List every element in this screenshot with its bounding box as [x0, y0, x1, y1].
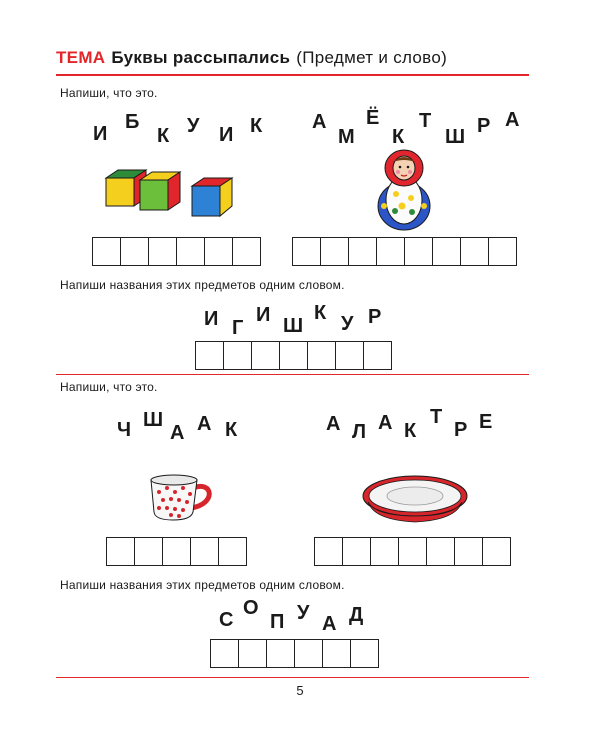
instruction-1: Напиши, что это. — [60, 86, 158, 100]
answer-cell[interactable] — [92, 237, 121, 266]
scrambled-letter: Ч — [117, 419, 132, 441]
scrambled-letter: К — [157, 125, 170, 147]
answer-cell[interactable] — [348, 237, 377, 266]
answer-cell[interactable] — [232, 237, 261, 266]
theme-label: ТЕМА — [56, 48, 106, 67]
answer-cell[interactable] — [251, 341, 280, 370]
page-number: 5 — [296, 683, 304, 698]
answer-boxes-dishes[interactable] — [210, 639, 379, 668]
toy-cubes-picture — [104, 166, 239, 222]
instruction-4: Напиши названия этих предметов одним словом. — [60, 578, 345, 592]
scrambled-letter: А — [197, 413, 212, 435]
answer-cell[interactable] — [266, 639, 295, 668]
answer-cell[interactable] — [134, 537, 163, 566]
scrambled-letter: Ё — [366, 107, 380, 129]
scrambled-letter: А — [170, 422, 185, 444]
scrambled-letter: Ш — [143, 409, 164, 431]
scrambled-letter: Р — [368, 306, 382, 328]
scrambled-letter: Б — [125, 111, 140, 133]
scrambled-letter: Д — [349, 604, 364, 626]
scrambled-letter: Е — [479, 411, 493, 433]
scrambled-letter: К — [314, 302, 327, 324]
cup-picture — [147, 470, 217, 526]
scrambled-letter: Р — [454, 419, 468, 441]
answer-cell[interactable] — [120, 237, 149, 266]
scrambled-letter: К — [225, 419, 238, 441]
answer-cell[interactable] — [322, 639, 351, 668]
scrambled-letter: К — [404, 420, 417, 442]
answer-cell[interactable] — [294, 639, 323, 668]
answer-cell[interactable] — [195, 341, 224, 370]
answer-cell[interactable] — [482, 537, 511, 566]
answer-cell[interactable] — [350, 639, 379, 668]
scrambled-letter: И — [204, 308, 219, 330]
scrambled-letter: О — [243, 597, 259, 619]
answer-cell[interactable] — [279, 341, 308, 370]
theme-title: Буквы рассыпались — [111, 48, 291, 67]
answer-cell[interactable] — [398, 537, 427, 566]
answer-boxes-toys[interactable] — [195, 341, 392, 370]
instruction-3: Напиши, что это. — [60, 380, 158, 394]
answer-boxes-plate[interactable] — [314, 537, 511, 566]
answer-cell[interactable] — [376, 237, 405, 266]
answer-cell[interactable] — [342, 537, 371, 566]
scrambled-letter: А — [312, 111, 327, 133]
answer-cell[interactable] — [162, 537, 191, 566]
scrambled-letter: Ш — [283, 315, 304, 337]
theme-subtitle: (Предмет и слово) — [296, 48, 448, 67]
scrambled-letter: А — [378, 412, 393, 434]
answer-cell[interactable] — [460, 237, 489, 266]
scrambled-letter: И — [256, 304, 271, 326]
scrambled-letter: А — [326, 413, 341, 435]
scrambled-letter: П — [270, 611, 285, 633]
scrambled-letter: У — [341, 313, 354, 335]
answer-cell[interactable] — [426, 537, 455, 566]
scrambled-letter: К — [250, 115, 263, 137]
answer-cell[interactable] — [370, 537, 399, 566]
scrambled-letter: Ш — [445, 126, 466, 148]
answer-cell[interactable] — [292, 237, 321, 266]
answer-cell[interactable] — [223, 341, 252, 370]
scrambled-letter: Т — [419, 110, 432, 132]
answer-cell[interactable] — [488, 237, 517, 266]
answer-cell[interactable] — [204, 237, 233, 266]
answer-cell[interactable] — [176, 237, 205, 266]
answer-cell[interactable] — [210, 639, 239, 668]
section-divider — [56, 374, 529, 375]
scrambled-letter: Т — [430, 406, 443, 428]
scrambled-letter: К — [392, 126, 405, 148]
scrambled-letter: И — [93, 123, 108, 145]
answer-cell[interactable] — [190, 537, 219, 566]
plate-picture — [360, 472, 470, 526]
scrambled-letter: А — [322, 613, 337, 635]
scrambled-letter: А — [505, 109, 520, 131]
answer-cell[interactable] — [106, 537, 135, 566]
scrambled-letter: У — [297, 602, 310, 624]
answer-cell[interactable] — [335, 341, 364, 370]
matryoshka-picture — [374, 148, 434, 232]
answer-cell[interactable] — [238, 639, 267, 668]
scrambled-letter: У — [187, 115, 200, 137]
scrambled-letter: Г — [232, 317, 244, 339]
answer-cell[interactable] — [432, 237, 461, 266]
answer-cell[interactable] — [307, 341, 336, 370]
answer-cell[interactable] — [314, 537, 343, 566]
footer-divider — [56, 677, 529, 678]
scrambled-letter: М — [338, 126, 355, 148]
answer-cell[interactable] — [148, 237, 177, 266]
answer-boxes-matryoshka[interactable] — [292, 237, 517, 266]
scrambled-letter: И — [219, 124, 234, 146]
scrambled-letter: С — [219, 609, 234, 631]
answer-boxes-cup[interactable] — [106, 537, 247, 566]
answer-cell[interactable] — [454, 537, 483, 566]
answer-cell[interactable] — [320, 237, 349, 266]
instruction-2: Напиши названия этих предметов одним словом. — [60, 278, 345, 292]
answer-boxes-cubes[interactable] — [92, 237, 261, 266]
page-title — [56, 48, 447, 68]
answer-cell[interactable] — [218, 537, 247, 566]
answer-cell[interactable] — [404, 237, 433, 266]
scrambled-letter: Р — [477, 115, 491, 137]
scrambled-letter: Л — [352, 421, 367, 443]
header-divider — [56, 74, 529, 76]
answer-cell[interactable] — [363, 341, 392, 370]
